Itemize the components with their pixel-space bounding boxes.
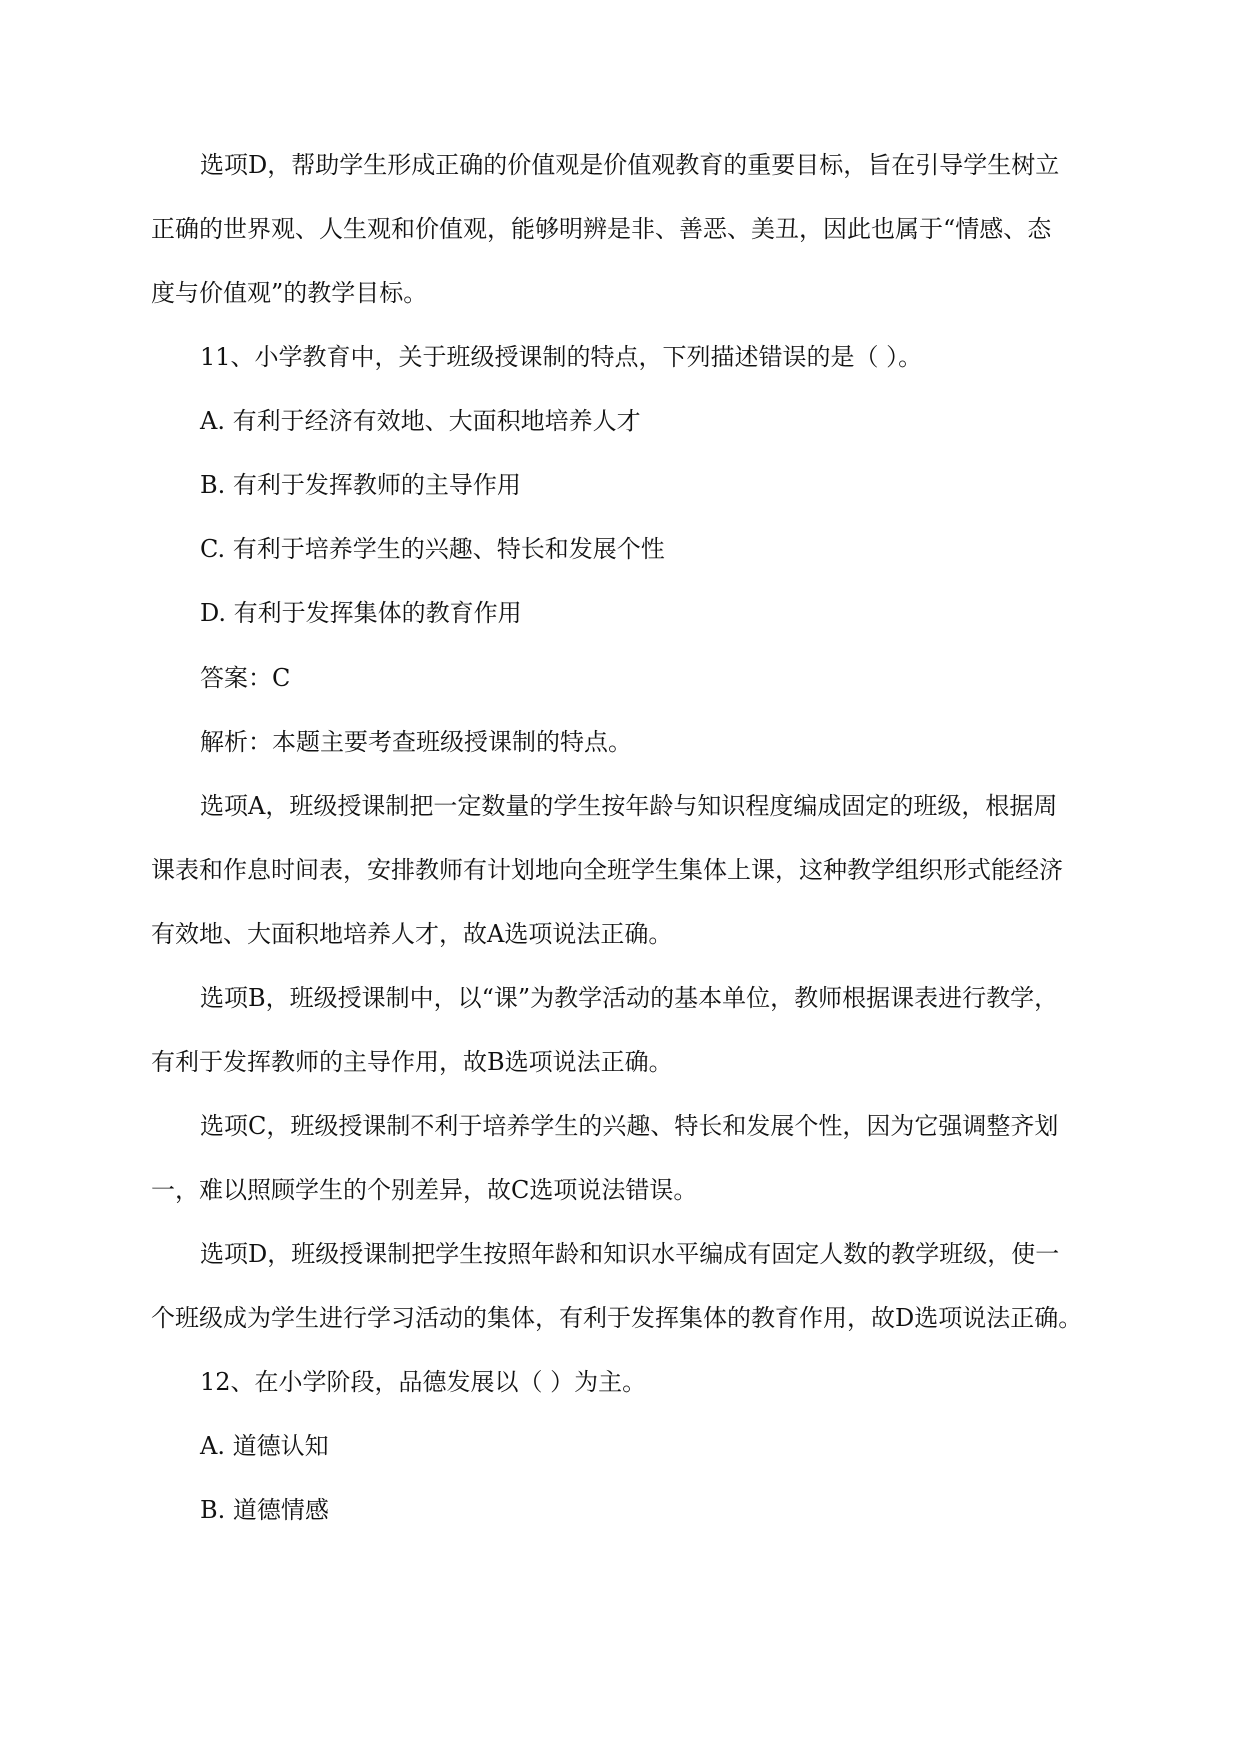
question-11-analysis: 解析：本题主要考查班级授课制的特点。: [200, 728, 632, 756]
paragraph-line: 个班级成为学生进行学习活动的集体，有利于发挥集体的教育作用，故D选项说法正确。: [151, 1304, 1083, 1332]
paragraph-line: 选项D，班级授课制把学生按照年龄和知识水平编成有固定人数的教学班级，使一: [200, 1240, 1060, 1268]
paragraph-line: 有效地、大面积地培养人才，故A选项说法正确。: [151, 920, 673, 948]
paragraph-line: 选项D，帮助学生形成正确的价值观是价值观教育的重要目标，旨在引导学生树立: [200, 151, 1060, 179]
paragraph-line: 课表和作息时间表，安排教师有计划地向全班学生集体上课，这种教学组织形式能经济: [151, 856, 1063, 884]
question-11-option-c: C. 有利于培养学生的兴趣、特长和发展个性: [200, 535, 665, 563]
question-11-answer: 答案：C: [200, 664, 291, 692]
paragraph-line: 有利于发挥教师的主导作用，故B选项说法正确。: [151, 1048, 673, 1076]
question-12-option-a: A. 道德认知: [200, 1432, 329, 1460]
paragraph-line: 选项C，班级授课制不利于培养学生的兴趣、特长和发展个性，因为它强调整齐划: [200, 1112, 1059, 1140]
question-12-option-b: B. 道德情感: [200, 1496, 329, 1524]
paragraph-line: 一，难以照顾学生的个别差异，故C选项说法错误。: [151, 1176, 698, 1204]
paragraph-line: 选项B，班级授课制中，以“课”为教学活动的基本单位，教师根据课表进行教学，: [200, 984, 1059, 1012]
paragraph-line: 选项A，班级授课制把一定数量的学生按年龄与知识程度编成固定的班级，根据周: [200, 792, 1058, 820]
question-11-option-b: B. 有利于发挥教师的主导作用: [200, 471, 521, 499]
question-11-option-a: A. 有利于经济有效地、大面积地培养人才: [200, 407, 641, 435]
paragraph-line: 正确的世界观、人生观和价值观，能够明辨是非、善恶、美丑，因此也属于“情感、态: [151, 215, 1052, 243]
paragraph-line: 度与价值观”的教学目标。: [151, 279, 428, 307]
question-11-option-d: D. 有利于发挥集体的教育作用: [200, 599, 522, 627]
question-11-stem: 11、小学教育中，关于班级授课制的特点，下列描述错误的是（ ）。: [200, 343, 923, 371]
question-12-stem: 12、在小学阶段，品德发展以（ ）为主。: [200, 1368, 647, 1396]
